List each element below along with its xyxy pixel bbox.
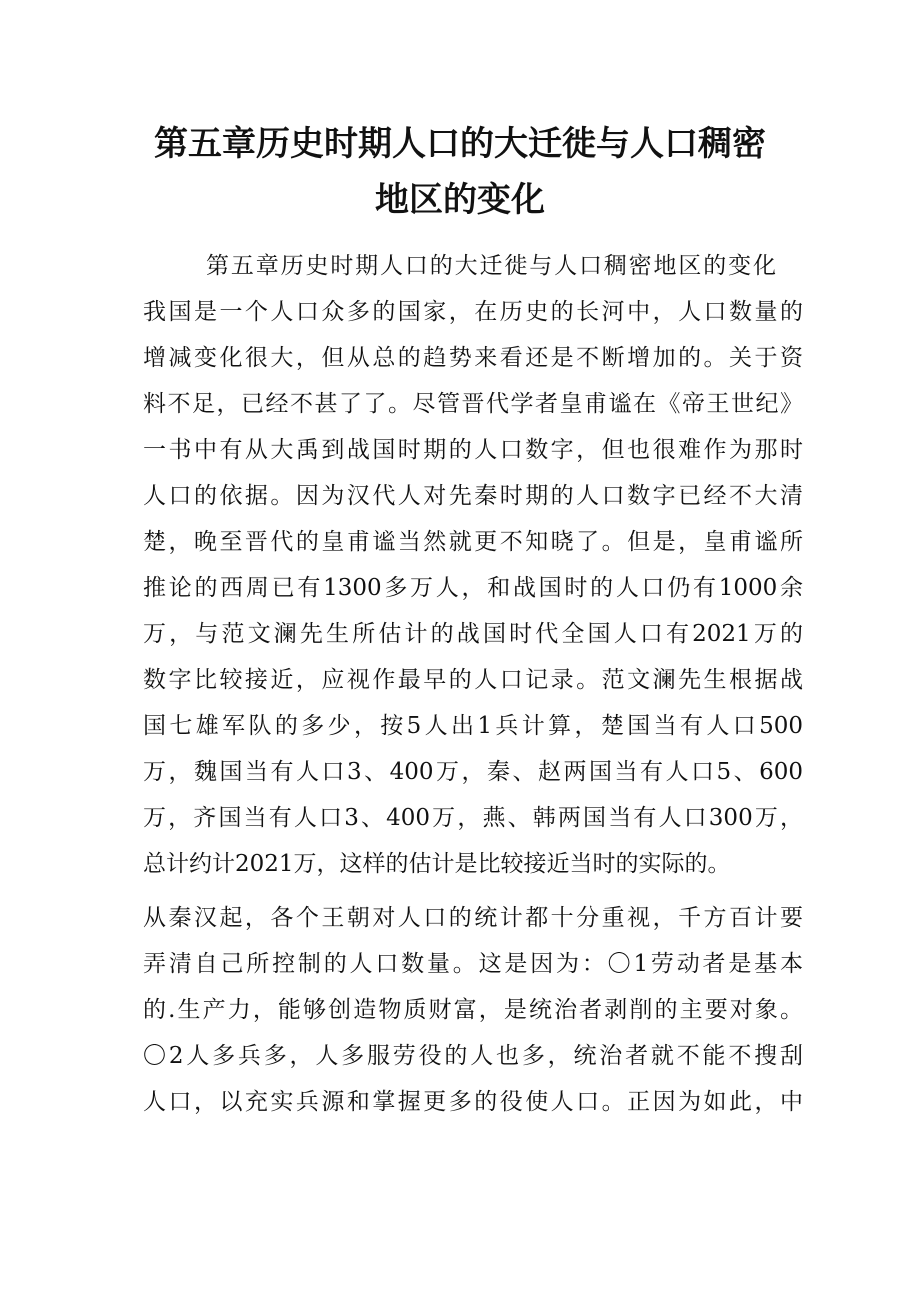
- document-title-line-2: 地区的变化: [375, 180, 545, 220]
- body-line-13: 万，齐国当有人口3、400万，燕、韩两国当有人口300万，: [143, 805, 803, 831]
- document-title-line-1: 第五章历史时期人口的大迁徙与人口稠密: [154, 124, 766, 164]
- body-line-11: 国七雄军队的多少，按5人出1兵计算，楚国当有人口500: [143, 713, 803, 739]
- body-line-7: 楚，晚至晋代的皇甫谧当然就更不知晓了。但是，皇甫谧所: [143, 529, 803, 555]
- body-line-14: 总计约计2021万，这样的估计是比较接近当时的实际的。: [143, 851, 731, 877]
- body-line-1: 第五章历史时期人口的大迁徙与人口稠密地区的变化: [206, 253, 776, 279]
- body-line-19: 人口，以充实兵源和掌握更多的役使人口。正因为如此，中: [143, 1089, 803, 1115]
- body-line-3: 增减变化很大，但从总的趋势来看还是不断增加的。关于资: [143, 345, 803, 371]
- body-line-12: 万，魏国当有人口3、400万，秦、赵两国当有人口5、600: [143, 759, 803, 785]
- body-line-10: 数字比较接近，应视作最早的人口记录。范文澜先生根据战: [143, 667, 803, 693]
- body-line-18: 〇2人多兵多，人多服劳役的人也多，统治者就不能不搜刮: [143, 1043, 803, 1069]
- body-line-15: 从秦汉起，各个王朝对人口的统计都十分重视，千方百计要: [143, 905, 803, 931]
- body-line-4: 料不足，已经不甚了了。尽管晋代学者皇甫谧在《帝王世纪》: [143, 391, 803, 417]
- body-line-17: 的.生产力，能够创造物质财富，是统治者剥削的主要对象。: [143, 997, 803, 1023]
- body-line-6: 人口的依据。因为汉代人对先秦时期的人口数字已经不大清: [143, 483, 803, 509]
- body-line-5: 一书中有从大禹到战国时期的人口数字，但也很难作为那时: [143, 437, 803, 463]
- body-line-9: 万，与范文澜先生所估计的战国时代全国人口有2021万的: [143, 621, 803, 647]
- body-line-8: 推论的西周已有1300多万人，和战国时的人口仍有1000余: [143, 575, 803, 601]
- body-line-2: 我国是一个人口众多的国家，在历史的长河中，人口数量的: [143, 299, 803, 325]
- body-line-16: 弄清自己所控制的人口数量。这是因为：〇1劳动者是基本: [143, 951, 803, 977]
